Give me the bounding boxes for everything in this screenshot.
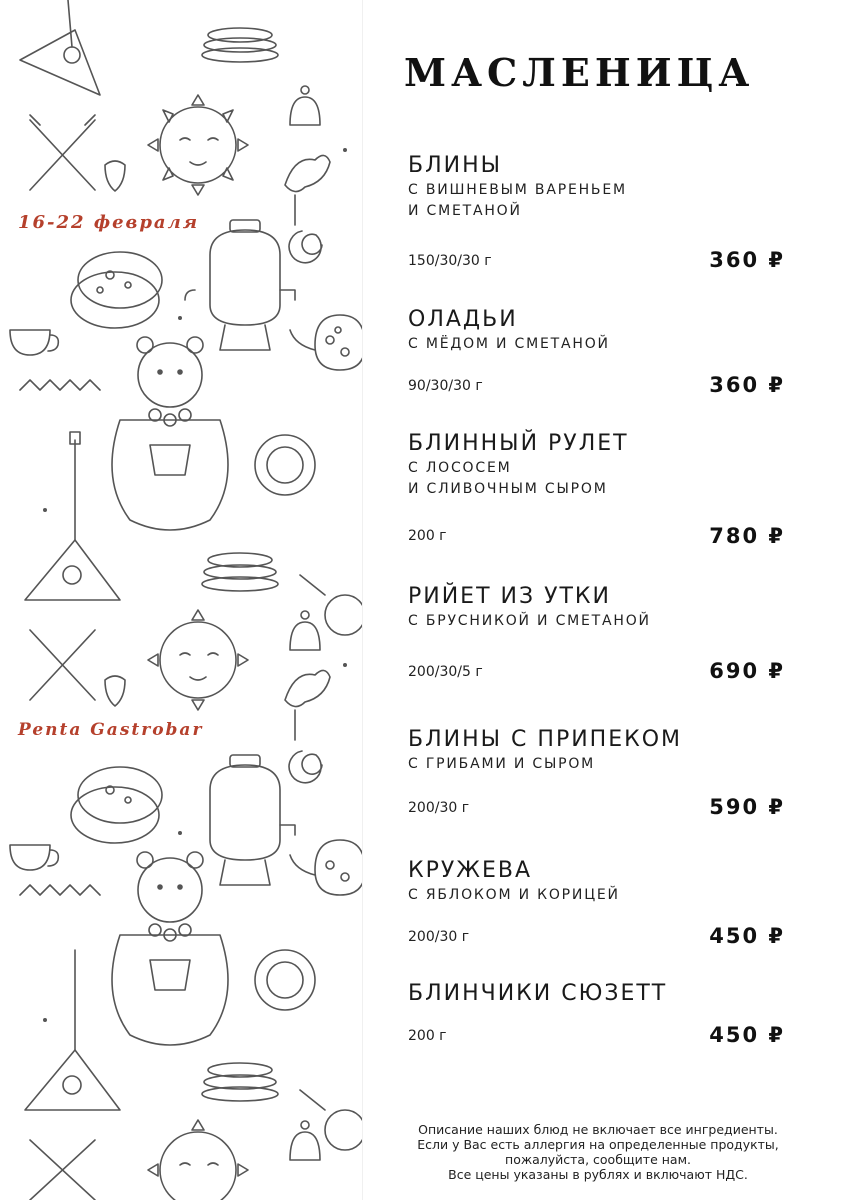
teacup-icon (10, 330, 58, 355)
item-weight: 200/30 г (408, 800, 470, 816)
samovar-icon (185, 220, 295, 350)
pancake-stack-icon (202, 28, 278, 62)
samovar-icon (210, 755, 295, 885)
flower-icon (255, 435, 315, 495)
item-description: С ЛОСОСЕМ (408, 460, 512, 476)
item-price: 590 ₽ (709, 795, 785, 819)
disclaimer-line: Все цены указаны в рублях и включают НДС. (448, 1167, 748, 1182)
menu-item (408, 980, 793, 1047)
pan-icon (300, 1090, 362, 1150)
menu-title: МАСЛЕНИЦА (404, 50, 755, 95)
menu-item (408, 430, 793, 548)
disclaimer-line: пожалуйста, сообщите нам. (505, 1152, 691, 1167)
item-price: 450 ₽ (709, 1023, 785, 1047)
menu-item (408, 857, 793, 948)
teapot-icon (290, 315, 362, 370)
bell-icon (290, 1121, 320, 1160)
sun-icon (148, 1120, 248, 1200)
item-description: С ВИШНЕВЫМ ВАРЕНЬЕМ (408, 182, 627, 198)
rooster-icon (285, 670, 330, 740)
menu-item (408, 152, 793, 272)
straw-doll-icon (30, 1140, 95, 1200)
item-description: И СЛИВОЧНЫМ СЫРОМ (408, 481, 608, 497)
item-price: 450 ₽ (709, 924, 785, 948)
doodle-pattern-panel (0, 0, 363, 1200)
teapot-icon (290, 840, 362, 895)
sun-icon (148, 95, 248, 195)
item-price: 780 ₽ (709, 524, 785, 548)
item-description: С МЁДОМ И СМЕТАНОЙ (408, 336, 610, 352)
item-description: С ЯБЛОКОМ И КОРИЦЕЙ (408, 887, 620, 903)
pancake-icon (71, 767, 162, 843)
item-name: ОЛАДЬИ (408, 307, 518, 332)
item-description: И СМЕТАНОЙ (408, 203, 522, 219)
teacup-icon (10, 845, 58, 870)
bell-icon (290, 611, 320, 650)
item-name: БЛИНЫ (408, 153, 503, 178)
item-name: КРУЖЕВА (408, 858, 533, 883)
menu-item (408, 583, 793, 683)
item-name: РИЙЕТ ИЗ УТКИ (408, 584, 611, 609)
pancake-stack-icon (202, 553, 278, 591)
rooster-icon (285, 155, 330, 225)
item-weight: 150/30/30 г (408, 253, 492, 269)
balalaika-icon (20, 0, 100, 95)
balalaika-icon (25, 432, 120, 600)
item-weight: 90/30/30 г (408, 378, 483, 394)
event-dates: 16-22 февраля (14, 210, 203, 235)
item-price: 360 ₽ (709, 373, 785, 397)
item-weight: 200/30/5 г (408, 664, 483, 680)
item-name: БЛИННЫЙ РУЛЕТ (408, 431, 629, 456)
disclaimer-line: Если у Вас есть аллергия на определенные продукты, (417, 1137, 779, 1152)
disclaimer-line: Описание наших блюд не включает все ингредиенты. (418, 1122, 778, 1137)
strawberry-icon (105, 161, 125, 191)
item-weight: 200 г (408, 1028, 447, 1044)
menu-column (404, 0, 793, 1200)
item-weight: 200/30 г (408, 929, 470, 945)
flower-icon (255, 950, 315, 1010)
item-description: С ГРИБАМИ И СЫРОМ (408, 756, 596, 772)
bear-icon (112, 852, 228, 1045)
bell-icon (290, 86, 320, 125)
item-name: БЛИНЫ С ПРИПЕКОМ (408, 727, 683, 752)
item-weight: 200 г (408, 528, 447, 544)
balalaika-icon (25, 950, 120, 1110)
venue-name: Penta Gastrobar (14, 718, 207, 742)
bear-icon (112, 337, 228, 530)
item-price: 360 ₽ (709, 248, 785, 272)
zigzag-decoration (20, 885, 100, 895)
spiral-icon (289, 751, 322, 783)
menu-item (408, 726, 793, 819)
spiral-icon (289, 231, 322, 263)
item-name: БЛИНЧИКИ СЮЗЕТТ (408, 981, 668, 1006)
pancake-icon (71, 252, 162, 328)
straw-doll-icon (30, 630, 95, 700)
zigzag-decoration (20, 380, 100, 390)
pan-icon (300, 575, 362, 635)
allergy-disclaimer (412, 1122, 784, 1182)
item-price: 690 ₽ (709, 659, 785, 683)
straw-doll-icon (30, 115, 95, 190)
pancake-stack-icon (202, 1063, 278, 1101)
item-description: С БРУСНИКОЙ И СМЕТАНОЙ (408, 613, 651, 629)
menu-item (408, 306, 793, 397)
strawberry-icon (105, 676, 125, 706)
sun-icon (148, 610, 248, 710)
